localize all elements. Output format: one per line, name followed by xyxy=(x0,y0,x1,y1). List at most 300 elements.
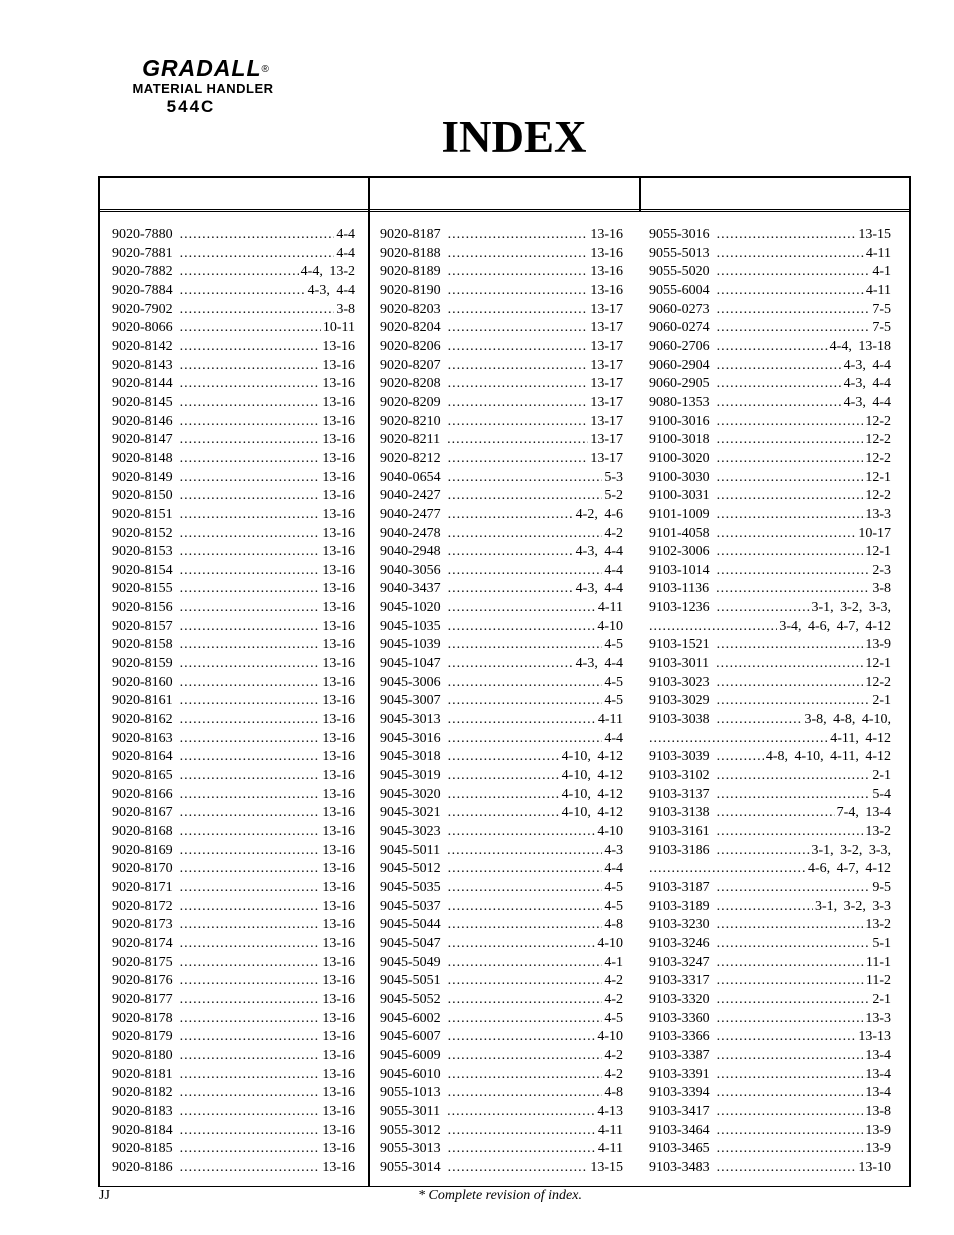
page-reference: 4-11 xyxy=(865,282,891,298)
page-reference: 13-16 xyxy=(322,1103,355,1119)
index-entry xyxy=(649,636,891,655)
index-entry xyxy=(380,1066,623,1085)
index-entry xyxy=(112,226,355,245)
page-reference: 13-16 xyxy=(322,973,355,989)
index-entry xyxy=(380,562,623,581)
dot-leader xyxy=(448,804,560,823)
part-number: 9020-8203 xyxy=(380,301,441,317)
part-number: 9020-8165 xyxy=(112,768,173,784)
part-number: 9100-3020 xyxy=(649,450,710,466)
page-reference: 12-2 xyxy=(865,432,891,448)
index-entry xyxy=(380,1140,623,1159)
index-entry xyxy=(112,469,355,488)
part-number: 9020-8178 xyxy=(112,1010,173,1026)
page-reference: 4-4, 13-2 xyxy=(300,264,355,280)
dot-leader xyxy=(717,898,813,917)
page-reference: 4-11 xyxy=(597,1141,623,1157)
dot-leader xyxy=(717,823,864,842)
dot-leader xyxy=(448,972,603,991)
part-number: 9103-1521 xyxy=(649,637,710,653)
page-reference: 4-2 xyxy=(604,973,623,989)
index-entry xyxy=(112,319,355,338)
part-number: 9103-3320 xyxy=(649,991,710,1007)
index-entry xyxy=(112,954,355,973)
index-entry xyxy=(112,860,355,879)
dot-leader xyxy=(448,1140,596,1159)
part-number: 9020-8174 xyxy=(112,935,173,951)
dot-leader xyxy=(448,1047,603,1066)
part-number: 9040-2477 xyxy=(380,506,441,522)
part-number: 9045-1020 xyxy=(380,600,441,616)
dot-leader xyxy=(448,823,596,842)
dot-leader xyxy=(649,618,777,637)
page-reference: 13-10 xyxy=(858,1159,891,1175)
dot-leader xyxy=(717,1159,857,1178)
index-entry xyxy=(649,431,891,450)
dot-leader xyxy=(448,879,603,898)
part-number: 9020-8144 xyxy=(112,376,173,392)
index-entry xyxy=(380,1122,623,1141)
index-entry xyxy=(380,543,623,562)
dot-leader xyxy=(717,599,810,618)
part-number: 9060-0274 xyxy=(649,320,710,336)
page-reference: 13-16 xyxy=(322,600,355,616)
part-number: 9060-2905 xyxy=(649,376,710,392)
part-number: 9020-8206 xyxy=(380,338,441,354)
part-number: 9055-3011 xyxy=(380,1103,441,1119)
column-divider xyxy=(639,178,641,212)
part-number: 9045-3006 xyxy=(380,674,441,690)
index-entry xyxy=(112,767,355,786)
page-reference: 5-1 xyxy=(872,935,891,951)
part-number: 9020-8182 xyxy=(112,1085,173,1101)
index-entry xyxy=(112,1159,355,1178)
index-entry xyxy=(112,245,355,264)
page-reference: 13-16 xyxy=(590,282,623,298)
dot-leader xyxy=(448,1122,596,1141)
part-number: 9103-3394 xyxy=(649,1085,710,1101)
index-entry xyxy=(380,1159,623,1178)
index-entry xyxy=(380,860,623,879)
index-entry xyxy=(112,394,355,413)
page-reference: 11-1 xyxy=(865,954,891,970)
dot-leader xyxy=(180,263,299,282)
page-reference: 13-16 xyxy=(322,488,355,504)
index-entry xyxy=(649,394,891,413)
part-number: 9020-7881 xyxy=(112,245,173,261)
page-reference: 5-2 xyxy=(604,488,623,504)
part-number: 9020-8152 xyxy=(112,525,173,541)
page-reference: 3-8, 4-8, 4-10, xyxy=(804,712,891,728)
page-reference: 4-4 xyxy=(604,730,623,746)
part-number: 9020-8151 xyxy=(112,506,173,522)
page-reference: 13-4 xyxy=(865,1085,891,1101)
dot-leader xyxy=(448,748,560,767)
dot-leader xyxy=(180,282,306,301)
part-number: 9100-3018 xyxy=(649,432,710,448)
page-reference: 4-2 xyxy=(604,1066,623,1082)
part-number: 9020-8176 xyxy=(112,973,173,989)
part-number: 9045-3020 xyxy=(380,786,441,802)
index-entry xyxy=(649,469,891,488)
page-reference: 13-16 xyxy=(322,562,355,578)
index-entry xyxy=(112,748,355,767)
part-number: 9100-3016 xyxy=(649,413,710,429)
dot-leader xyxy=(448,506,574,525)
page-reference: 4-11 xyxy=(597,712,623,728)
part-number: 9040-2478 xyxy=(380,525,441,541)
index-entry xyxy=(380,748,623,767)
column-divider xyxy=(368,178,370,1187)
dot-leader xyxy=(717,525,857,544)
page-reference: 13-9 xyxy=(865,637,891,653)
part-number: 9103-3039 xyxy=(649,749,710,765)
dot-leader xyxy=(448,935,596,954)
dot-leader xyxy=(448,1010,603,1029)
index-entry xyxy=(112,375,355,394)
dot-leader xyxy=(717,1084,864,1103)
part-number: 9020-8183 xyxy=(112,1103,173,1119)
dot-leader xyxy=(448,375,589,394)
index-entry xyxy=(112,413,355,432)
part-number: 9055-6004 xyxy=(649,282,710,298)
page-reference: 4-3, 4-4 xyxy=(307,282,355,298)
dot-leader xyxy=(180,525,321,544)
dot-leader xyxy=(180,804,321,823)
index-entry xyxy=(380,599,623,618)
part-number: 9055-3013 xyxy=(380,1141,441,1157)
part-number: 9020-8146 xyxy=(112,413,173,429)
page-reference: 13-17 xyxy=(590,432,623,448)
part-number: 9020-8162 xyxy=(112,712,173,728)
part-number: 9020-8181 xyxy=(112,1066,173,1082)
page-reference: 13-15 xyxy=(858,227,891,242)
page-reference: 2-1 xyxy=(872,991,891,1007)
index-entry xyxy=(649,487,891,506)
index-entry xyxy=(112,991,355,1010)
dot-leader xyxy=(180,1159,321,1178)
gradall-logo xyxy=(106,55,306,117)
part-number: 9045-5037 xyxy=(380,898,441,914)
dot-leader xyxy=(448,394,589,413)
index-entry xyxy=(380,636,623,655)
dot-leader xyxy=(180,767,321,786)
part-number: 9045-1039 xyxy=(380,637,441,653)
page-reference: 4-2 xyxy=(604,525,623,541)
part-number: 9060-2904 xyxy=(649,357,710,373)
dot-leader xyxy=(448,319,589,338)
index-entry xyxy=(649,1122,891,1141)
index-column-2 xyxy=(380,226,623,1177)
dot-leader xyxy=(448,543,574,562)
index-entry xyxy=(380,319,623,338)
index-entry xyxy=(649,1103,891,1122)
part-number: 9040-0654 xyxy=(380,469,441,485)
page-reference: 13-17 xyxy=(590,320,623,336)
part-number: 9100-3030 xyxy=(649,469,710,485)
page-reference: 13-16 xyxy=(322,768,355,784)
page-reference: 13-16 xyxy=(322,1047,355,1063)
page-reference: 13-9 xyxy=(865,1141,891,1157)
page-reference: 13-16 xyxy=(322,338,355,354)
page-reference: 4-8 xyxy=(604,1085,623,1101)
dot-leader xyxy=(448,786,560,805)
index-entry xyxy=(380,1028,623,1047)
index-entry xyxy=(649,357,891,376)
dot-leader xyxy=(717,786,871,805)
dot-leader xyxy=(448,226,589,245)
index-entry xyxy=(112,431,355,450)
dot-leader xyxy=(717,991,871,1010)
index-entry xyxy=(649,767,891,786)
dot-leader xyxy=(448,730,603,749)
dot-leader xyxy=(717,543,864,562)
page-reference: 4-4 xyxy=(336,245,355,261)
index-entry xyxy=(380,226,623,245)
index-entry xyxy=(380,916,623,935)
part-number: 9055-3012 xyxy=(380,1122,441,1138)
page-reference: 4-5 xyxy=(604,674,623,690)
part-number: 9103-3391 xyxy=(649,1066,710,1082)
part-number: 9040-2427 xyxy=(380,488,441,504)
part-number: 9103-1014 xyxy=(649,562,710,578)
index-entry xyxy=(112,916,355,935)
page-reference: 13-16 xyxy=(322,749,355,765)
dot-leader xyxy=(180,245,335,264)
page-reference: 3-1, 3-2, 3-3 xyxy=(815,898,891,914)
page-reference: 4-8 xyxy=(604,917,623,933)
dot-leader xyxy=(717,562,871,581)
page-reference: 13-16 xyxy=(322,1029,355,1045)
page-reference: 13-15 xyxy=(590,1159,623,1175)
dot-leader xyxy=(448,916,603,935)
index-entry xyxy=(112,1084,355,1103)
dot-leader xyxy=(717,1066,864,1085)
page-reference: 13-17 xyxy=(590,450,623,466)
dot-leader xyxy=(448,711,596,730)
dot-leader xyxy=(717,226,857,245)
page-reference: 13-16 xyxy=(322,786,355,802)
part-number: 9040-3437 xyxy=(380,581,441,597)
dot-leader xyxy=(180,730,321,749)
dot-leader xyxy=(716,580,870,599)
page-reference: 4-10, 4-12 xyxy=(561,749,623,765)
index-entry xyxy=(112,879,355,898)
index-entry xyxy=(649,1159,891,1178)
page-reference: 12-1 xyxy=(865,656,891,672)
index-entry xyxy=(380,842,623,861)
dot-leader xyxy=(448,357,589,376)
index-entry xyxy=(112,487,355,506)
part-number: 9020-8168 xyxy=(112,824,173,839)
dot-leader xyxy=(180,506,321,525)
dot-leader xyxy=(180,972,321,991)
page-reference: 12-1 xyxy=(865,469,891,485)
dot-leader xyxy=(180,1047,321,1066)
part-number: 9020-8160 xyxy=(112,674,173,690)
dot-leader xyxy=(180,1140,321,1159)
part-number: 9020-7880 xyxy=(112,227,173,242)
index-entry xyxy=(380,525,623,544)
part-number: 9020-8148 xyxy=(112,450,173,466)
part-number: 9020-8208 xyxy=(380,376,441,392)
part-number: 9020-8159 xyxy=(112,656,173,672)
dot-leader xyxy=(448,525,603,544)
part-number: 9103-1236 xyxy=(649,600,710,616)
part-number: 9020-8177 xyxy=(112,991,173,1007)
index-entry xyxy=(380,469,623,488)
index-entry xyxy=(112,823,355,842)
page-reference: 13-16 xyxy=(322,730,355,746)
page-reference: 4-8, 4-10, 4-11, 4-12 xyxy=(765,749,891,765)
table-header-band xyxy=(100,178,909,212)
page-reference: 4-4 xyxy=(604,861,623,877)
dot-leader xyxy=(716,655,863,674)
part-number: 9020-8147 xyxy=(112,432,173,448)
index-entry xyxy=(649,860,891,879)
page-reference: 4-11, 4-12 xyxy=(830,730,891,746)
index-entry xyxy=(380,245,623,264)
index-entry xyxy=(649,562,891,581)
page-reference: 4-3, 4-4 xyxy=(575,656,623,672)
index-entry xyxy=(380,804,623,823)
index-entry xyxy=(112,1010,355,1029)
dot-leader xyxy=(180,879,321,898)
page-reference: 4-1 xyxy=(872,264,891,280)
part-number: 9103-3464 xyxy=(649,1122,710,1138)
page-reference: 13-16 xyxy=(322,879,355,895)
index-entry xyxy=(649,450,891,469)
index-entry xyxy=(380,1010,623,1029)
page-reference: 13-4 xyxy=(865,1066,891,1082)
index-entry xyxy=(380,692,623,711)
dot-leader xyxy=(180,1084,321,1103)
dot-leader xyxy=(717,487,864,506)
index-entry xyxy=(112,618,355,637)
part-number: 9103-3317 xyxy=(649,973,710,989)
index-entry xyxy=(112,655,355,674)
part-number: 9100-3031 xyxy=(649,488,710,504)
index-entry xyxy=(380,786,623,805)
page-reference: 3-1, 3-2, 3-3, xyxy=(811,600,891,616)
index-entry xyxy=(112,301,355,320)
logo-model-number: 544C xyxy=(166,97,216,116)
part-number: 9045-6007 xyxy=(380,1029,441,1045)
dot-leader xyxy=(717,972,864,991)
part-number: 9020-8163 xyxy=(112,730,173,746)
page-reference: 7-5 xyxy=(872,301,891,317)
part-number: 9045-1035 xyxy=(380,618,441,634)
part-number: 9020-8145 xyxy=(112,394,173,410)
dot-leader xyxy=(448,1066,603,1085)
index-entry xyxy=(380,767,623,786)
part-number: 9055-5013 xyxy=(649,245,710,261)
dot-leader xyxy=(180,301,335,320)
dot-leader xyxy=(717,1103,864,1122)
part-number: 9103-3247 xyxy=(649,954,710,970)
index-entry xyxy=(649,879,891,898)
page-reference: 4-2, 4-6 xyxy=(575,506,623,522)
index-entry xyxy=(380,730,623,749)
part-number: 9045-6010 xyxy=(380,1066,441,1082)
index-entry xyxy=(649,692,891,711)
index-entry xyxy=(380,823,623,842)
dot-leader xyxy=(448,263,589,282)
part-number: 9060-0273 xyxy=(649,301,710,317)
index-entry xyxy=(649,935,891,954)
index-entry xyxy=(649,916,891,935)
dot-leader xyxy=(448,1159,589,1178)
dot-leader xyxy=(448,618,596,637)
dot-leader xyxy=(717,954,864,973)
footer-code: JJ xyxy=(99,1188,110,1203)
part-number: 9101-1009 xyxy=(649,506,710,522)
page-reference: 13-16 xyxy=(322,376,355,392)
dot-leader xyxy=(180,599,321,618)
dot-leader xyxy=(448,860,603,879)
dot-leader xyxy=(448,282,589,301)
dot-leader xyxy=(448,674,603,693)
page-reference: 4-2 xyxy=(604,991,623,1007)
page-reference: 4-10 xyxy=(597,1029,623,1045)
page-reference: 13-16 xyxy=(322,525,355,541)
part-number: 9103-3186 xyxy=(649,842,710,858)
index-entry xyxy=(112,935,355,954)
page-reference: 13-17 xyxy=(590,357,623,373)
page-reference: 13-16 xyxy=(322,469,355,485)
index-entry xyxy=(649,748,891,767)
page-reference: 13-16 xyxy=(322,656,355,672)
part-number: 9103-1136 xyxy=(649,581,710,597)
index-entry xyxy=(380,674,623,693)
dot-leader xyxy=(717,935,871,954)
index-entry xyxy=(649,226,891,245)
index-entry xyxy=(380,618,623,637)
dot-leader xyxy=(448,413,589,432)
page-reference: 13-16 xyxy=(322,1122,355,1138)
page-reference: 12-2 xyxy=(865,413,891,429)
index-entry xyxy=(112,842,355,861)
part-number: 9020-8211 xyxy=(380,432,441,448)
dot-leader xyxy=(448,636,603,655)
page-reference: 3-8 xyxy=(336,301,355,317)
page-reference: 4-11 xyxy=(597,600,623,616)
part-number: 9020-8149 xyxy=(112,469,173,485)
page-reference: 13-16 xyxy=(322,637,355,653)
part-number: 9020-8204 xyxy=(380,320,441,336)
page-reference: 13-16 xyxy=(322,618,355,634)
page-reference: 13-16 xyxy=(322,506,355,522)
page-reference: 13-3 xyxy=(865,1010,891,1026)
dot-leader xyxy=(180,580,321,599)
page-reference: 12-2 xyxy=(865,674,891,690)
index-entry xyxy=(649,804,891,823)
dot-leader xyxy=(180,562,321,581)
index-entry xyxy=(649,506,891,525)
dot-leader xyxy=(717,319,871,338)
page-reference: 4-3, 4-4 xyxy=(843,394,891,410)
part-number: 9045-6009 xyxy=(380,1047,441,1063)
dot-leader xyxy=(717,636,864,655)
part-number: 9103-3189 xyxy=(649,898,710,914)
page-reference: 4-10 xyxy=(597,618,623,634)
index-entry xyxy=(112,898,355,917)
dot-leader xyxy=(717,431,864,450)
dot-leader xyxy=(180,655,321,674)
part-number: 9020-7902 xyxy=(112,301,173,317)
dot-leader xyxy=(448,954,603,973)
page-reference: 13-9 xyxy=(865,1122,891,1138)
